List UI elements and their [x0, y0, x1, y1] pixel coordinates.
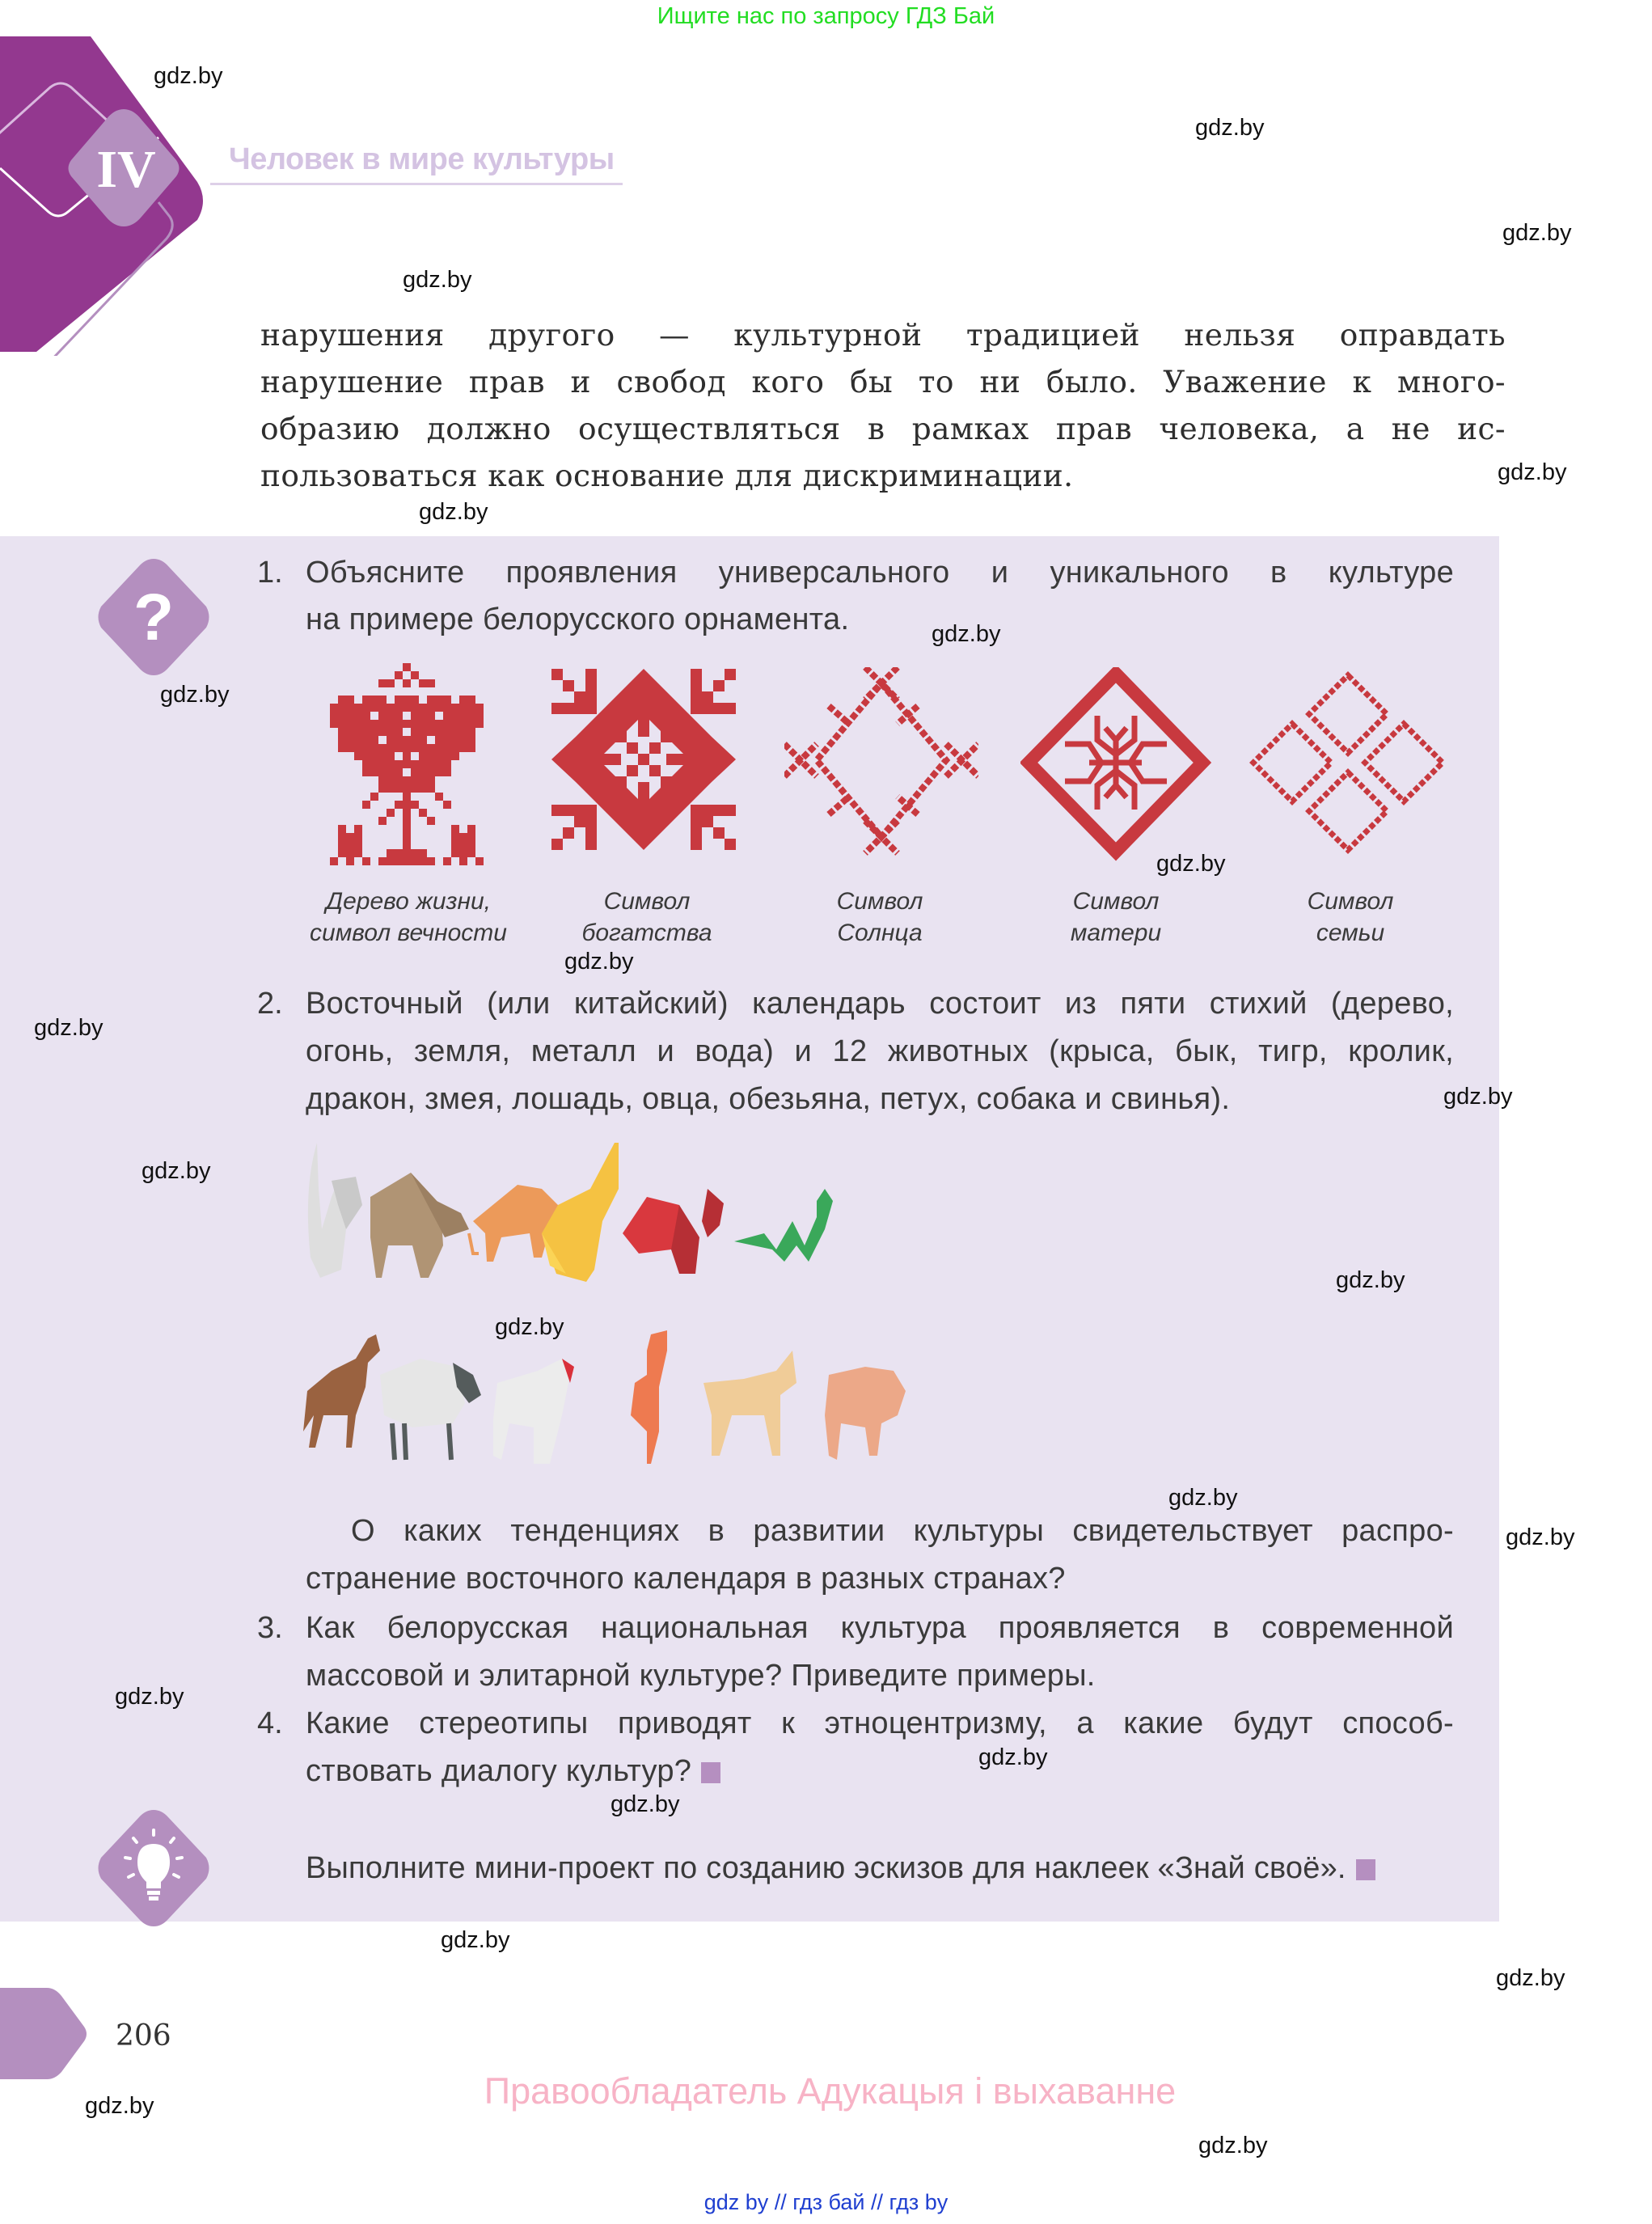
intro-line-1: нарушения другого — культурной традицией нельзя оправдать [260, 317, 1506, 353]
mini-project-task: Выполните мини-проект по созданию эскизов для наклеек «Знай своё». [306, 1851, 1375, 1886]
family-ornament [1249, 667, 1447, 865]
watermark: gdz.by [1195, 115, 1265, 141]
watermark: gdz.by [1168, 1485, 1238, 1511]
caption-sun: Символ Солнца [836, 888, 923, 946]
watermark: gdz.by [1496, 1965, 1565, 1991]
zodiac-animals-row-1 [299, 1140, 1464, 1294]
zodiac-animals-row-2 [291, 1326, 1464, 1480]
search-hint-banner: Ищите нас по запросу ГДЗ Бай [657, 3, 995, 29]
watermark: gdz.by [1498, 459, 1567, 485]
watermark: gdz.by [1156, 851, 1226, 877]
watermark: gdz.by [495, 1314, 564, 1340]
question-4-line-1: Какие стереотипы приводят к этноцентризму, а какие будут способ- [306, 1706, 1454, 1740]
watermark: gdz.by [142, 1158, 211, 1184]
watermark: gdz.by [419, 499, 488, 525]
question-1-line-1: Объясните проявления универсального и уникального в культуре [306, 556, 1454, 590]
sheep-icon [380, 1359, 481, 1460]
question-4-line-2: ствовать диалогу культур? [306, 1754, 1454, 1789]
wealth-ornament [550, 667, 744, 865]
watermark: gdz.by [1506, 1524, 1575, 1550]
ox-icon [370, 1173, 469, 1278]
watermark: gdz.by [1443, 1084, 1513, 1110]
watermark: gdz.by [1198, 2133, 1268, 2158]
intro-line-3: образию должно осуществляться в рамках прав человека, а не ис- [260, 411, 1506, 446]
sun-ornament [784, 667, 978, 865]
page-number: 206 [116, 2019, 171, 2053]
end-of-section-marker [701, 1762, 720, 1783]
dog-icon [703, 1351, 796, 1456]
question-3-line-1: Как белорусская национальная культура проявляется в современной [306, 1611, 1454, 1645]
end-of-section-marker [1356, 1859, 1375, 1880]
caption-mother: Символ матери [1070, 888, 1162, 946]
caption-wealth: Символ богатства [581, 888, 712, 946]
copyright-notice: Правообладатель Адукацыя і выхаванне [484, 2070, 1177, 2112]
lightbulb-icon [93, 1808, 214, 1929]
question-mark-icon [93, 556, 214, 678]
watermark: gdz.by [1336, 1267, 1405, 1293]
chapter-title-underline [210, 183, 623, 185]
mother-ornament [1020, 667, 1215, 865]
horse-icon [303, 1334, 380, 1448]
footer-links[interactable]: gdz by // гдз бай // гдз by [703, 2190, 949, 2214]
watermark: gdz.by [85, 2093, 154, 2119]
watermark: gdz.by [115, 1684, 184, 1710]
watermark: gdz.by [160, 682, 230, 708]
watermark: gdz.by [441, 1927, 510, 1953]
question-4-number: 4. [257, 1706, 283, 1740]
question-2-line-3: дракон, змея, лошадь, овца, обезьяна, петух, собака и свинья). [306, 1082, 1231, 1116]
pig-icon [825, 1367, 906, 1460]
chapter-numeral: IV [96, 140, 156, 199]
watermark: gdz.by [403, 267, 472, 293]
chapter-title: Человек в мире культуры [229, 142, 615, 176]
svg-text:?: ? [133, 581, 175, 654]
watermark: gdz.by [932, 621, 1001, 647]
question-3-number: 3. [257, 1611, 283, 1645]
watermark: gdz.by [34, 1015, 104, 1041]
rooster-icon [631, 1330, 667, 1464]
question-2-number: 2. [257, 987, 283, 1021]
intro-line-4: пользоваться как основание для дискриминации. [260, 458, 1074, 493]
question-2-line-1: Восточный (или китайский) календарь состоит из пяти стихий (дерево, [306, 987, 1454, 1021]
question-2-followup-line-1: О каких тенденциях в развитии культуры свидетельствует распро- [351, 1514, 1454, 1548]
tree-of-life-ornament [327, 659, 489, 869]
question-3-line-2: массовой и элитарной культуре? Приведите примеры. [306, 1659, 1096, 1693]
watermark: gdz.by [1502, 220, 1572, 246]
question-2-followup-line-2: странение восточного календаря в разных странах? [306, 1562, 1066, 1596]
watermark: gdz.by [154, 63, 223, 89]
caption-family: Символ семьи [1307, 888, 1394, 946]
question-1-number: 1. [257, 556, 283, 590]
caption-tree-of-life: Дерево жизни, символ вечности [310, 888, 507, 946]
intro-line-2: нарушение прав и свобод кого бы то ни было. Уважение к много- [260, 364, 1506, 400]
dragon-icon [623, 1189, 724, 1274]
watermark: gdz.by [564, 949, 634, 975]
watermark: gdz.by [978, 1744, 1048, 1770]
watermark: gdz.by [611, 1791, 680, 1817]
question-1-line-2: на примере белорусского орнамента. [306, 603, 850, 636]
page-number-tab [0, 1988, 97, 2081]
question-2-line-2: огонь, земля, металл и вода) и 12 животных (крыса, бык, тигр, кролик, [306, 1034, 1454, 1068]
snake-icon [734, 1189, 833, 1262]
monkey-icon [493, 1359, 574, 1464]
rat-icon [308, 1143, 362, 1278]
